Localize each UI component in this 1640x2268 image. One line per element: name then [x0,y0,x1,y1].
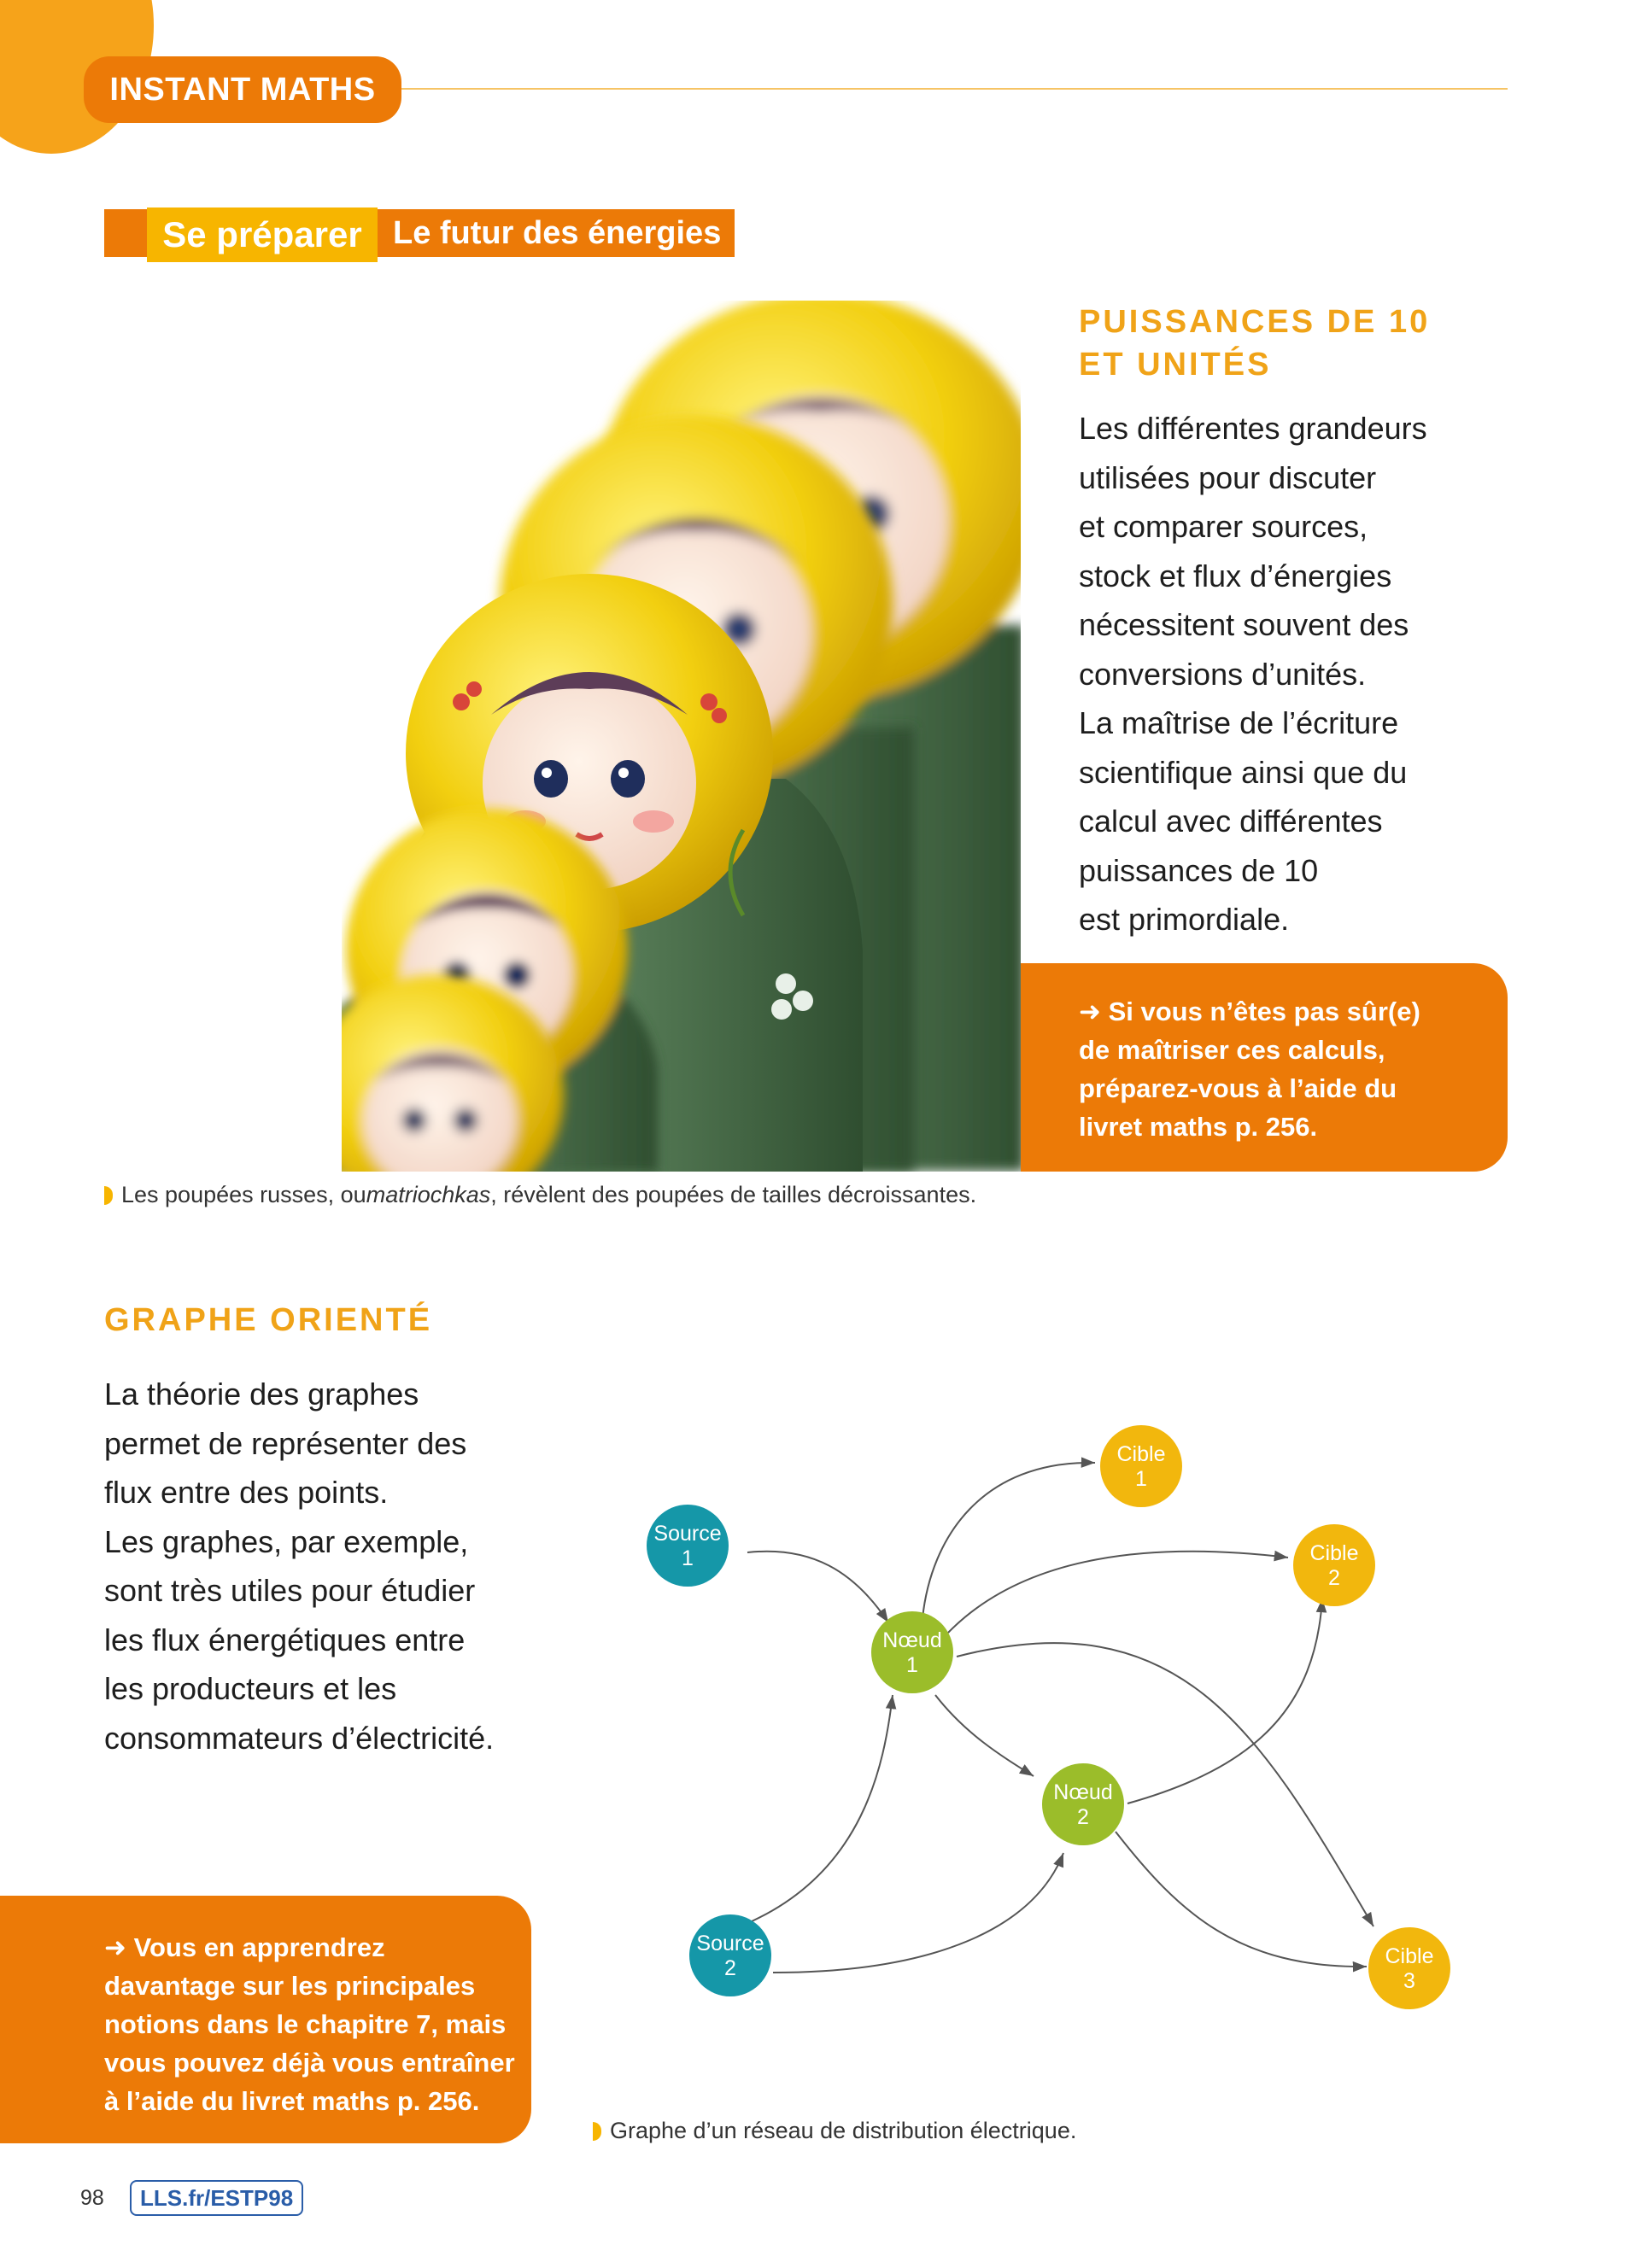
puissances-body-line: scientifique ainsi que du [1079,754,1408,790]
lls-link[interactable]: LLS.fr/ESTP98 [130,2180,303,2216]
node-number: 3 [1403,1969,1415,1993]
node-noeud2 [1042,1763,1124,1845]
graphe-body-line: consommateurs d’électricité. [104,1720,495,1756]
callout-line: ➜ Vous en apprendrez [104,1932,385,1962]
graphe-body-line: les flux énergétiques entre [104,1622,466,1657]
matryoshka-dolls-image [342,301,1021,1172]
node-number: 2 [724,1956,736,1980]
puissances-heading-line: ET UNITÉS [1079,347,1272,383]
edge-noeud1-cible2 [948,1552,1288,1633]
callout-line: de maîtriser ces calculs, [1079,1035,1385,1065]
graphe-body-line: Les graphes, par exemple, [104,1523,469,1559]
caption-marker-icon [104,1186,113,1205]
node-label: Cible [1116,1442,1166,1466]
edge-source1-noeud1 [747,1552,888,1622]
edge-noeud1-cible1 [922,1463,1095,1618]
puissances-heading-line: PUISSANCES DE 10 [1079,304,1431,340]
puissances-body-line: puissances de 10 [1079,852,1319,888]
puissances-body-line: conversions d’unités. [1079,656,1367,692]
dolls-caption-italic: matriochkas [366,1182,491,1207]
dolls-caption-before: Les poupées russes, ou [121,1182,366,1207]
puissances-body-line: nécessitent souvent des [1079,607,1409,642]
puissances-body-line: et comparer sources, [1079,509,1368,544]
graph-caption [593,2118,1076,2144]
node-label: Cible [1309,1541,1359,1565]
node-number: 1 [1135,1467,1147,1491]
section-subtitle: Le futur des énergies [393,214,722,251]
node-number: 1 [682,1546,694,1570]
puissances-body [1079,404,1480,944]
node-number: 1 [906,1653,918,1677]
node-label: Cible [1385,1944,1434,1968]
dolls-caption-after: , révèlent des poupées de tailles décroissantes. [490,1182,977,1207]
page-number: 98 [80,2186,104,2210]
graphe-body-line: permet de représenter des [104,1425,467,1461]
node-cible1 [1100,1425,1182,1507]
node-number: 2 [1328,1566,1340,1590]
puissances-heading [1079,301,1489,386]
puissances-body-line: utilisées pour discuter [1079,459,1377,495]
graphe-body-line: La théorie des graphes [104,1377,419,1412]
graphe-body-line: sont très utiles pour étudier [104,1573,476,1608]
node-noeud1 [871,1611,953,1693]
header-divider [401,88,1508,90]
caption-marker-icon [593,2122,601,2141]
puissances-body-line: est primordiale. [1079,902,1290,937]
callout-line: préparez-vous à l’aide du [1079,1073,1397,1103]
dolls-caption [104,1182,976,1208]
edge-noeud1-noeud2 [935,1695,1034,1776]
graphe-body-line: flux entre des points. [104,1475,389,1510]
callout-line: davantage sur les principales [104,1971,476,2001]
node-source2 [689,1914,771,1996]
graphe-callout [0,1896,531,2143]
node-number: 2 [1077,1805,1089,1829]
puissances-body-line: Les différentes grandeurs [1079,411,1427,446]
node-label: Nœud [882,1628,942,1652]
callout-line: notions dans le chapitre 7, mais [104,2009,507,2039]
puissances-body-line: calcul avec différentes [1079,804,1383,839]
graphe-body [104,1370,583,1762]
edge-source2-noeud2 [773,1853,1063,1973]
section-prep-label: Se préparer [147,208,378,262]
callout-line: vous pouvez déjà vous entraîner [104,2048,515,2078]
puissances-body-line: La maîtrise de l’écriture [1079,705,1399,740]
callout-line: ➜ Si vous n’êtes pas sûr(e) [1079,997,1420,1026]
edge-noeud1-cible3 [957,1643,1374,1926]
node-source1 [647,1505,729,1587]
node-label: Nœud [1053,1780,1113,1804]
graphe-body-line: les producteurs et les [104,1671,397,1706]
puissances-callout [1021,963,1508,1172]
edge-source2-noeud1 [752,1695,893,1921]
distribution-graph [589,1400,1546,2049]
node-cible3 [1368,1927,1450,2009]
node-label: Source [696,1932,764,1955]
instant-maths-label: INSTANT MATHS [84,56,401,123]
node-label: Source [653,1522,722,1546]
puissances-body-line: stock et flux d’énergies [1079,558,1392,593]
callout-line: livret maths p. 256. [1079,1112,1318,1142]
callout-line: à l’aide du livret maths p. 256. [104,2086,480,2116]
graph-caption-text: Graphe d’un réseau de distribution électrique. [610,2118,1077,2143]
graphe-heading: GRAPHE ORIENTÉ [104,1302,433,1338]
edge-noeud2-cible2 [1128,1599,1322,1803]
node-cible2 [1293,1524,1375,1606]
